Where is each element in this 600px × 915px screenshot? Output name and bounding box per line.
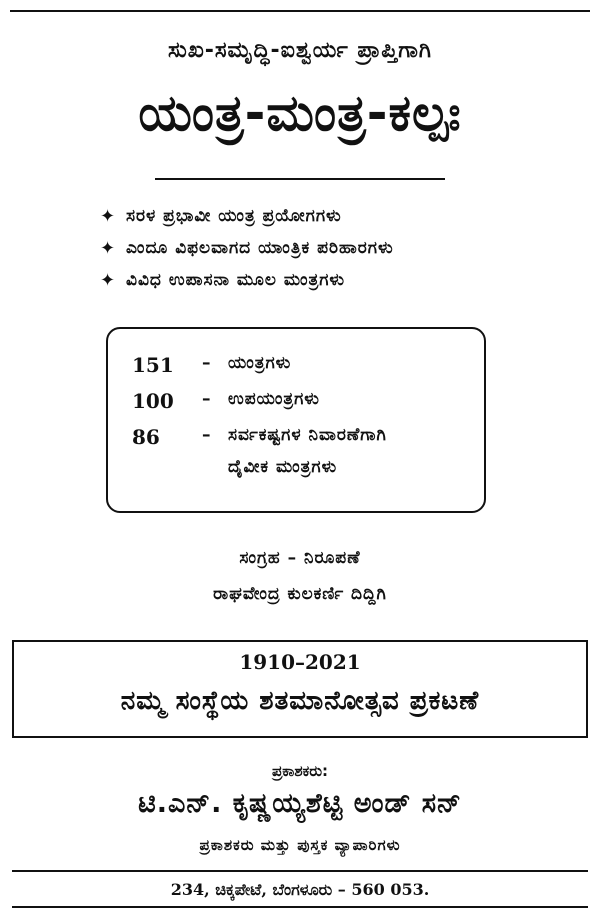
feature-list (100, 200, 570, 296)
centenary-years: 1910–2021 (239, 650, 361, 674)
count-label-continuation: ದೈವೀಕ ಮಂತ್ರಗಳು (228, 457, 338, 477)
count-dash: – (202, 353, 211, 373)
count-label: ಸರ್ವಕಷ್ಟಗಳ ನಿವಾರಣೆಗಾಗಿ (228, 425, 387, 445)
count-row (132, 353, 291, 377)
publisher-name: ಟಿ.ಎನ್. ಕೃಷ್ಣಯ್ಯಶೆಟ್ಟಿ ಅಂಡ್ ಸನ್ (138, 788, 462, 819)
count-dash: – (202, 389, 211, 409)
count-row (132, 389, 320, 413)
count-label: ಯಂತ್ರಗಳು (228, 353, 292, 373)
address-top-rule (12, 870, 588, 872)
feature-text: ಎಂದೂ ವಿಫಲವಾಗದ ಯಾಂತ್ರಿಕ ಪರಿಹಾರಗಳು (126, 238, 394, 258)
publisher-label: ಪ್ರಕಾಶಕರು: (272, 762, 328, 780)
count-number: 100 (132, 389, 174, 413)
cover-subtitle: ಸುಖ-ಸಮೃದ್ಧಿ-ಐಶ್ವರ್ಯ ಪ್ರಾಪ್ತಿಗಾಗಿ (168, 38, 432, 63)
cover-title: ಯಂತ್ರ-ಮಂತ್ರ-ಕಲ್ಪಃ (138, 84, 462, 142)
count-row (132, 425, 387, 449)
publisher-description: ಪ್ರಕಾಶಕರು ಮತ್ತು ಪುಸ್ತಕ ವ್ಯಾಪಾರಿಗಳು (199, 836, 401, 854)
count-number: 151 (132, 353, 174, 377)
feature-text: ವಿವಿಧ ಉಪಾಸನಾ ಮೂಲ ಮಂತ್ರಗಳು (126, 270, 346, 290)
credit-role: ಸಂಗ್ರಹ – ನಿರೂಪಣೆ (239, 548, 361, 568)
count-dash: – (202, 425, 211, 445)
feature-item (100, 232, 570, 264)
centenary-box (12, 640, 588, 738)
contents-count-box (106, 327, 486, 513)
centenary-text: ನಮ್ಮ ಸಂಸ್ಥೆಯ ಶತಮಾನೋತ್ಸವ ಪ್ರಕಟಣೆ (120, 686, 480, 716)
top-rule (10, 10, 590, 12)
feature-item (100, 264, 570, 296)
count-number: 86 (132, 425, 160, 449)
address-bottom-rule (12, 906, 588, 908)
title-underline (155, 178, 445, 180)
publisher-address: 234, ಚಿಕ್ಕಪೇಟೆ, ಬೆಂಗಳೂರು – 560 053. (170, 880, 430, 899)
star-bullet-icon: ✦ (100, 237, 117, 259)
credit-author: ರಾಘವೇಂದ್ರ ಕುಲಕರ್ಣಿ ದಿದ್ದಿಗಿ (213, 584, 387, 604)
count-label: ಉಪಯಂತ್ರಗಳು (228, 389, 320, 409)
feature-item (100, 200, 570, 232)
star-bullet-icon: ✦ (100, 205, 117, 227)
count-row-continuation (228, 457, 337, 477)
star-bullet-icon: ✦ (100, 269, 117, 291)
feature-text: ಸರಳ ಪ್ರಭಾವೀ ಯಂತ್ರ ಪ್ರಯೋಗಗಳು (126, 206, 342, 226)
